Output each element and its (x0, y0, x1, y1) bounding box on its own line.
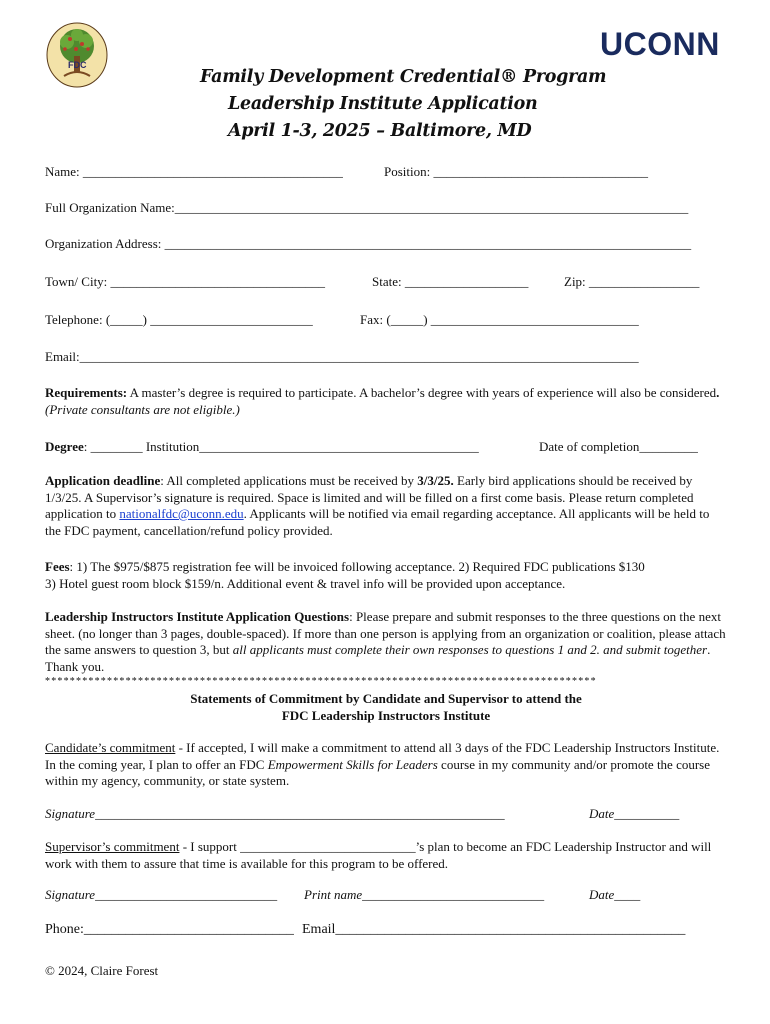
email-field[interactable]: Email:______________________________________________________________________________________ (45, 349, 639, 364)
degree-field[interactable]: Degree: ________ Institution___________________________________________ (45, 439, 479, 454)
email-link[interactable]: nationalfdc@uconn.edu (119, 506, 244, 521)
requirements-label: Requirements: (45, 385, 128, 400)
requirements-paragraph: Requirements: A master’s degree is required to participate. A bachelor’s degree with years of experience will also be considered. (Private consultants are not eligible.) (45, 385, 720, 417)
zip-field[interactable]: Zip: _________________ (564, 274, 700, 289)
state-field[interactable]: State: ___________________ (372, 274, 529, 289)
title-line-1: Family Development Credential® Program (200, 67, 607, 87)
supervisor-label: Supervisor’s commitment (45, 839, 180, 854)
supervisor-signature-field[interactable]: Signature____________________________ (45, 887, 278, 902)
page-title (200, 64, 606, 145)
position-field[interactable]: Position: _________________________________ (384, 164, 648, 179)
requirements-note: (Private consultants are not eligible.) (45, 401, 240, 417)
statement-heading: Statements of Commitment by Candidate and Supervisor to attend the FDC Leadership Instructors Institute (190, 691, 582, 723)
title-line-2: Leadership Institute Application (228, 94, 538, 114)
title-line-3: April 1-3, 2025 – Baltimore, MD (228, 121, 532, 141)
phone-field[interactable]: Phone:______________________________ (45, 922, 294, 937)
org-address-field[interactable]: Organization Address: _________________________________________________________________________________ (45, 236, 692, 251)
supervisor-paragraph: Supervisor’s commitment - I support ___________________________’s plan to become an FDC Leadership Instructor and will work with them to assure that time is available for this program to be offered. (45, 839, 712, 871)
org-name-field[interactable]: Full Organization Name:_______________________________________________________________________________ (45, 200, 689, 215)
questions-label: Leadership Instructors Institute Application Questions (45, 609, 350, 624)
copyright: © 2024, Claire Forest (45, 963, 159, 978)
candidate-paragraph: Candidate’s commitment - If accepted, I will make a commitment to attend all 3 days of the FDC Leadership Instructors Institute. In the coming year, I plan to offer an FDC Empowerment Skills for Leaders course in my community and/or promote the course within my agency, community, or state system. (45, 740, 720, 788)
fees-paragraph: Fees: 1) The $975/$875 registration fee will be invoiced following acceptance. 2) Required FDC publications $130 3) Hotel guest room block $159/n. Additional event & travel info will be provided upon acceptance. (45, 559, 645, 591)
fax-field[interactable]: Fax: (_____) ________________________________ (360, 312, 639, 327)
fdc-logo-text: FDC (68, 60, 87, 70)
candidate-signature-field[interactable]: Signature_______________________________________________________________ (45, 806, 505, 821)
contact-email-field[interactable]: Email__________________________________________________ (302, 922, 686, 937)
divider-stars: ***************************************************************************************** (45, 676, 597, 687)
degree-label: Degree (45, 439, 84, 454)
deadline-paragraph: Application deadline: All completed applications must be received by 3/3/25. Early bird applications should be received by 1/3/25. A Supervisor’s signature is required. Space is limited and will be filled on a first come basis. Please return completed application to nationalfdc@uconn.edu. Applicants will be notified via email regarding acceptance. All applicants will be held to the FDC payment, cancellation/refund policy provided. (45, 473, 710, 538)
town-field[interactable]: Town/ City: _________________________________ (45, 274, 326, 289)
fdc-tree-logo-icon (46, 22, 108, 88)
name-field[interactable]: Name: ________________________________________ (45, 164, 343, 179)
supervisor-print-name-field[interactable]: Print name____________________________ (304, 887, 545, 902)
candidate-date-field[interactable]: Date__________ (589, 806, 680, 821)
fees-label: Fees (45, 559, 70, 574)
telephone-field[interactable]: Telephone: (_____) _________________________ (45, 312, 313, 327)
questions-paragraph: Leadership Instructors Institute Application Questions: Please prepare and submit responses to the three questions on the next sheet. (no longer than 3 pages, double-spaced). If more than one person is applying from an organization or coalition, please attach the same answers to question 3, but all applicants must complete their own responses to questions 1 and 2. and submit together. Thank you. (45, 609, 726, 674)
deadline-label: Application deadline (45, 473, 161, 488)
candidate-label: Candidate’s commitment (45, 740, 176, 755)
supervisor-date-field[interactable]: Date____ (589, 887, 641, 902)
fdc-logo (46, 22, 108, 88)
uconn-logo: UCONN (600, 26, 720, 62)
completion-date-field[interactable]: Date of completion_________ (539, 439, 698, 454)
